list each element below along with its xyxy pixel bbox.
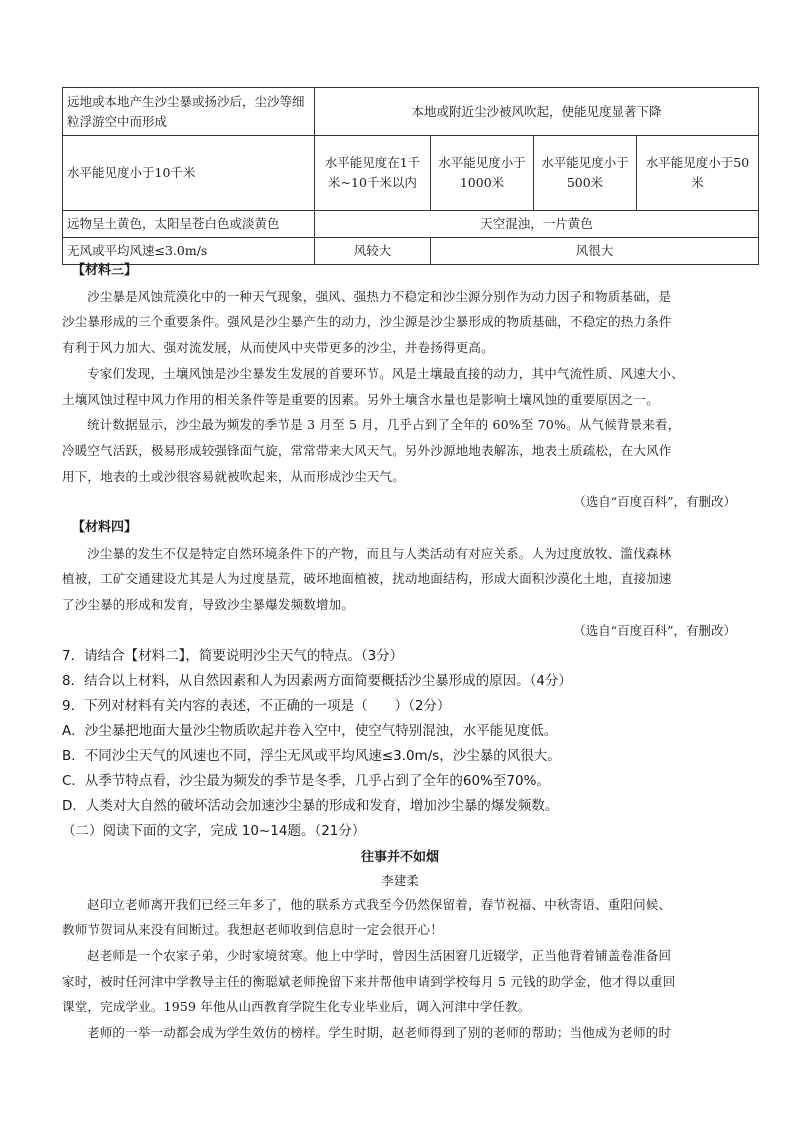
paragraph-line: 赵印立老师离开我们已经三年多了，他的联系方式我至今仍然保留着，春节祝福、中秋寄语、重阳问候、	[87, 896, 672, 912]
paragraph-line: 有利于风力加大、强对流发展，从而使风中夹带更多的沙尘，并卷扬得更高。	[62, 340, 494, 356]
paragraph-line: 教师节贺词从来没有间断过。我想赵老师收到信息时一定会很开心！	[62, 922, 444, 938]
source-note: （选自“百度百科”，有删改）	[573, 622, 736, 638]
table-cell: 水平能见度小于500米	[534, 136, 637, 211]
table-cell: 无风或平均风速≤3.0m/s	[63, 238, 315, 265]
table-cell: 水平能见度在1千米~10千米以内	[315, 136, 431, 211]
paragraph-line: 沙尘暴形成的三个重要条件。强风是沙尘暴产生的动力，沙尘源是沙尘暴形成的物质基础，不稳定的热力条件	[62, 314, 672, 330]
table-row	[63, 136, 759, 211]
table-cell: 风很大	[431, 238, 759, 265]
section-two-heading: （二）阅读下面的文字，完成 10~14题。（21分）	[62, 822, 366, 839]
text-body	[62, 258, 738, 1046]
option-c: C．从季节特点看，沙尘最为频发的季节是冬季，几乎占到了全年的60%至70%。	[62, 772, 550, 789]
question-8: 8．结合以上材料，从自然因素和人为因素两方面简要概括沙尘暴形成的原因。（4分）	[62, 672, 572, 689]
essay-title: 往事并不如烟	[360, 849, 439, 865]
material4-heading: 【材料四】	[72, 520, 138, 536]
dust-weather-table	[62, 87, 759, 265]
table-row	[63, 211, 759, 238]
option-a: A．沙尘暴把地面大量沙尘物质吹起并卷入空中，使空气特别混浊，水平能见度低。	[62, 722, 558, 739]
source-note: （选自“百度百科”，有删改）	[573, 494, 736, 510]
table-cell: 本地或附近尘沙被风吹起，使能见度显著下降	[315, 88, 759, 136]
paragraph-line: 统计数据显示，沙尘最为频发的季节是 3 月至 5 月，几乎占到了全年的 60%至 70%。从气候背景来看，	[87, 417, 681, 433]
table-row	[63, 88, 759, 136]
option-d: D．人类对大自然的破坏活动会加速沙尘暴的形成和发育，增加沙尘暴的爆发频数。	[62, 797, 559, 814]
paragraph-line: 土壤风蚀过程中风力作用的相关条件等是重要的因素。另外土壤含水量也是影响土壤风蚀的重要原因之一。	[62, 391, 659, 407]
essay-author: 李建柔	[381, 872, 419, 888]
table-cell: 远地或本地产生沙尘暴或扬沙后，尘沙等细粒浮游空中而形成	[63, 88, 315, 136]
paragraph-line: 沙尘暴是风蚀荒漠化中的一种天气现象，强风、强热力不稳定和沙尘源分别作为动力因子和物质基础，是	[87, 288, 672, 304]
option-b: B．不同沙尘天气的风速也不同，浮尘无风或平均风速≤3.0m/s，沙尘暴的风很大。	[62, 747, 561, 764]
paragraph-line: 家时，被时任河津中学教导主任的衡聪斌老师挽留下来并帮他申请到学校每月 5 元钱的助学金，他才得以重回	[62, 973, 676, 989]
paragraph-line: 课堂，完成学业。1959 年他从山西教育学院生化专业毕业后，调入河津中学任教。	[62, 999, 531, 1015]
table-cell: 水平能见度小于10千米	[63, 136, 315, 211]
paragraph-line: 用下，地表的土或沙很容易就被吹起来，从而形成沙尘天气。	[62, 468, 405, 484]
paragraph-line: 专家们发现，土壤风蚀是沙尘暴发生发展的首要环节。风是土壤最直接的动力，其中气流性质、风速大小、	[87, 365, 684, 381]
paragraph-line: 冷暖空气活跃，极易形成较强锋面气旋，常常带来大风天气。另外沙源地地表解冻，地表土质疏松，在大风作	[62, 442, 672, 458]
paragraph-line: 了沙尘暴的形成和发育，导致沙尘暴爆发频数增加。	[62, 597, 355, 613]
table-cell: 远物呈土黄色，太阳呈苍白色或淡黄色	[63, 211, 315, 238]
paragraph-line: 沙尘暴的发生不仅是特定自然环境条件下的产物，而且与人类活动有对应关系。人为过度放牧、滥伐森林	[87, 545, 672, 561]
table-cell: 水平能见度小于1000米	[431, 136, 534, 211]
table-cell: 水平能见度小于50米	[637, 136, 759, 211]
table-cell: 风较大	[315, 238, 431, 265]
material3-heading: 【材料三】	[72, 263, 138, 278]
question-9: 9．下列对材料有关内容的表述，不正确的一项是（ ）（2分）	[62, 697, 451, 714]
paragraph-line: 赵老师是一个农家子弟，少时家境贫寒。他上中学时，曾因生活困窘几近辍学，正当他背着铺盖卷准备回	[87, 947, 672, 963]
paragraph-line: 植被，工矿交通建设尤其是人为过度垦荒，破坏地面植被，扰动地面结构，形成大面积沙漠化土地，直接加速	[62, 571, 672, 587]
paragraph-line: 老师的一举一动都会成为学生效仿的榜样。学生时期，赵老师得到了别的老师的帮助；当他成为老师的时	[87, 1025, 672, 1041]
question-7: 7．请结合【材料二】，简要说明沙尘天气的特点。（3分）	[62, 647, 404, 664]
table-cell: 天空混浊，一片黄色	[315, 211, 759, 238]
